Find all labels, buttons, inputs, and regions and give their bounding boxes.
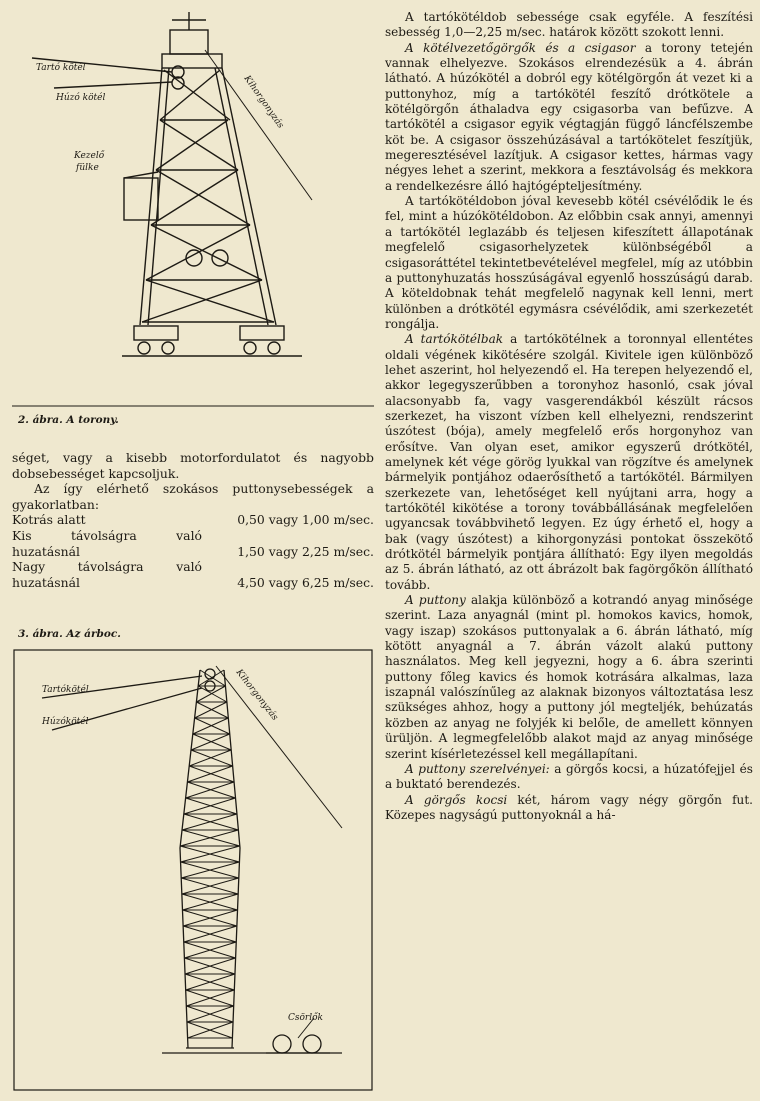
paragraph-speeds-intro: Az így elérhető szokásos puttonysebességek a gyakorlatban:	[12, 481, 374, 512]
label-tartokotel: Tartókötél	[42, 685, 89, 695]
label-kihorgonyzas-mast: Kihorgonyzás	[233, 667, 280, 723]
figure-tower	[12, 0, 374, 412]
table-row	[12, 559, 374, 590]
label-kezelo: Kezelő	[74, 151, 105, 161]
table-row	[12, 528, 374, 559]
paragraph-5	[385, 593, 753, 762]
paragraph-1: A tartókötéldob sebessége csak egyféle. A feszítési sebesség 1,0—2,25 m/sec. határok között szokott lenni.	[385, 10, 753, 40]
left-column	[12, 0, 374, 1101]
speed-label: Nagy távolságra való huzatásnál	[12, 559, 202, 590]
mast-drawing	[12, 648, 374, 1094]
paragraph-7	[385, 793, 753, 824]
speed-label: Kis távolságra való huzatásnál	[12, 527, 202, 559]
label-csorlok: Csörlők	[288, 1013, 323, 1023]
speed-value: 0,50 vagy 1,00 m/sec.	[237, 512, 374, 528]
label-huzo-kotel: Húzó kötél	[56, 93, 106, 103]
paragraph-2-lead: A kötélvezetőgörgők és a csigasor	[405, 40, 636, 55]
paragraph-2	[385, 41, 753, 194]
paragraph-3: A tartókötéldobon jóval kevesebb kötél csévélődik le és fel, mint a húzókötéldobon. Az előbbin csak annyi, amennyi a tartókötél leglazább és teljesen kifeszített állapotának megfelelő csigasorhelyzetek különbségéből a csigasoráttétel tekintetbevételével megfelel, míg az utóbbin a puttonyhuzatás hosszúságával egyenlő hosszúságú darab. A köteldobnak tehát megfelelő nagynak kell lenni, mert különben a drótkötél egymásra csévélődik, ami szerkezetét rongálja.	[385, 194, 753, 331]
paragraph-4-lead: A tartókötélbak	[405, 332, 504, 347]
paragraph-6-body: a görgős kocsi, a húzatófejjel és a buktató berendezés.	[385, 761, 753, 792]
paragraph-continuation: séget, vagy a kisebb motorfordulatot és nagyobb dobsebességet kapcsoljuk.	[12, 450, 374, 481]
speeds-table	[12, 512, 374, 590]
speed-value: 1,50 vagy 2,25 m/sec.	[237, 543, 374, 559]
paragraph-7-lead: A görgős kocsi	[405, 792, 508, 807]
left-text-block	[12, 450, 374, 590]
figure-2-caption: 2. ábra. A torony.	[18, 414, 119, 426]
paragraph-7-body: két, három vagy négy görgőn fut. Közepes nagyságú puttonyoknál a há-	[385, 792, 753, 822]
paragraph-5-lead: A puttony	[405, 593, 466, 608]
label-kihorgonyzas: Kihorgonyzás	[241, 73, 286, 131]
speed-value: 4,50 vagy 6,25 m/sec.	[237, 574, 374, 590]
tower-drawing	[12, 0, 374, 412]
paragraph-5-body: alakja különböző a kotrandó anyag minősége szerint. Laza anyagnál (mint pl. homokos kavics, homok, vagy iszap) szokásos puttonyalak a 6. ábrán látható, míg kötött anyagnál a 7. ábrán vázolt alakú puttony használatos. Meg kell jegyezni, hogy a 6. ábra szerinti puttony főleg kavics és homok kotrására alkalmas, laza iszapnál valószínűleg az alaknak bizonyos változtatása lesz szükséges ahhoz, hogy a puttony jól megteljék, behúzatás közben az anyag ne folyjék ki belőle, de amellett könnyen ürüljön. A legmegfelelőbb alakot majd az anyag minősége szerint kísérletezéssel kell megállapítani.	[385, 593, 753, 761]
paragraph-4-body: a tartókötélnek a toronnyal ellentétes oldali végének kikötésére szolgál. Kivitele igen különböző lehet aszerint, hol helyezendő el. Ha terepen helyezendő el, akkor legegyszerűbben a toronyhoz hasonló, csak jóval alacsonyabb fa, vagy vasgerendákból készült rácsos szerkezet, ha viszont vízben kell elhelyezni, rendszerint úszótest (bója), amely megfelelő erős horgonyhoz van erősítve. Van olyan eset, amikor egyszerű drótkötél, amelynek két vége görög lyukkal van rögzítve és amelynek bármelyik pontjához odaerősíthető a tartókötél. Bármilyen szerkezete van, lehetőséget kell nyújtani arra, hogy a tartókötél kikötése a torony továbbállásának megfelelően ugyancsak továbbvihető legyen. Ez úgy érhető el, hogy a bak (vagy úszótest) a kihorgonyzási pontokat összekötő drótkötél bármelyik pontjára állítható: Egy ilyen megoldás az 5. ábrán látható, az ott ábrázolt bak fagörgőkön állítható tovább.	[385, 332, 753, 592]
label-huzokotel: Húzókötél	[42, 717, 89, 727]
figure-3-caption: 3. ábra. Az árboc.	[18, 628, 121, 640]
figure-mast	[12, 648, 374, 1094]
label-fulke: fülke	[76, 163, 99, 173]
paragraph-2-body: a torony tetején vannak elhelyezve. Szokásos elrendezésük a 4. ábrán látható. A húzókötél a dobról egy kötélgörgőn át vezet ki a puttonyhoz, míg a tartókötél feszítő drótkötele a kötélgörgőn áthaladva egy csigasorba van befűzve. A tartókötél a csigasor egyik végtagján függő láncfélszembe köt be. A csigasor összehúzásával a tartókötelet feszítjük, megeresztésével lazítjuk. A csigasor kettes, hármas vagy négyes lehet a szerint, mekkora a fesztávolság és mekkora a rendelkezésre álló hajtógépteljesítmény.	[385, 40, 754, 193]
paragraph-6	[385, 762, 753, 793]
label-tarto-kotel: Tartó kötél	[36, 63, 86, 73]
table-row	[12, 512, 374, 528]
mast-lattice	[180, 670, 240, 1038]
paragraph-6-lead: A puttony szerelvényei:	[405, 761, 550, 776]
right-column	[385, 0, 753, 1101]
speed-label: Kotrás alatt	[12, 512, 86, 528]
paragraph-4	[385, 332, 753, 593]
